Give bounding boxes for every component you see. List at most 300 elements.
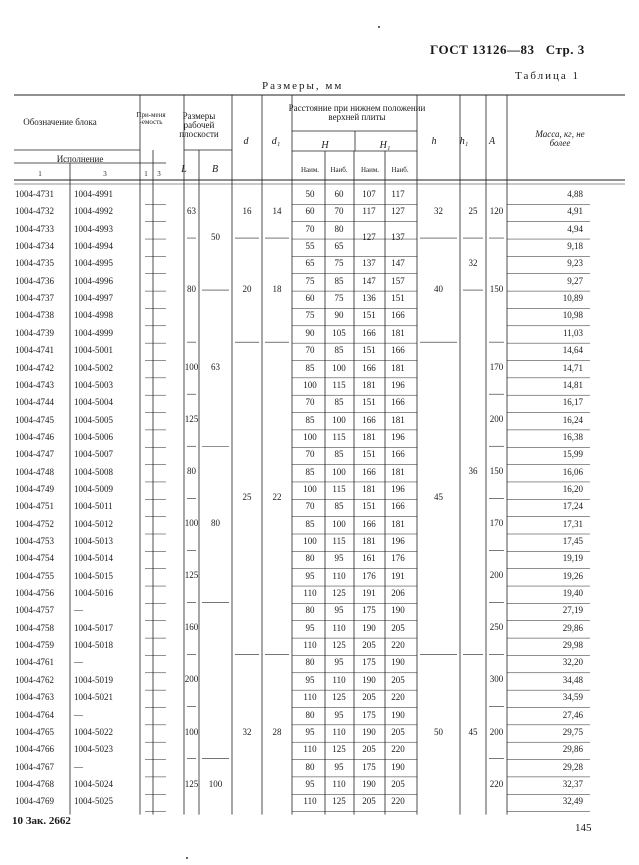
cell-execution-3: 1004-5013 [74,536,113,546]
col-h: h [431,136,437,147]
col-H: H [321,140,329,151]
dimensions-caption: Размеры, мм [262,80,344,92]
cell-H-max: 75 [334,293,344,304]
cell-H1-max: 181 [391,414,405,425]
cell-execution-1: 1004-4751 [15,501,54,512]
cell-H-min: 85 [305,362,315,373]
cell-H1-min: 205 [362,640,376,651]
cell-H-max: 100 [332,466,346,477]
merged-L: 125 [184,778,199,789]
cell-mass: 10,89 [562,293,583,304]
cell-mass: 29,86 [562,744,583,755]
cell-execution-3: — [74,605,83,616]
cell-execution-3: 1004-5002 [74,362,113,373]
cell-execution-1: 1004-4765 [15,726,54,737]
cell-H1-max: 220 [391,692,405,703]
cell-H-min: 65 [305,258,315,269]
merged-A: 170 [489,518,504,529]
cell-H1-min: 136 [362,293,376,304]
cell-execution-3: 1004-5018 [74,640,113,651]
cell-mass: 4,88 [567,189,583,199]
cell-H-max: 125 [332,796,346,807]
col-H-max: Наиб. [330,166,348,174]
footer-order: 10 Зак. 2662 [12,815,71,827]
cell-H1-max: 181 [391,362,405,373]
cell-H1-max: 166 [391,449,405,460]
cell-H1-max: 166 [391,397,405,408]
cell-H-min: 110 [303,692,317,703]
cell-H1-max: 220 [391,640,405,651]
merged-L: 125 [184,570,199,581]
cell-H1-max: 220 [391,796,405,807]
cell-H-min: 70 [305,345,315,356]
cell-H-min: 55 [305,241,315,252]
cell-execution-1: 1004-4739 [15,327,54,338]
merged-L: 160 [184,622,199,633]
cell-H1-min: 181 [362,536,376,546]
cell-execution-3: 1004-5024 [74,778,113,789]
cell-mass: 27,46 [562,709,583,720]
cell-H1-min: 181 [362,483,376,494]
cell-H1-max: 196 [391,431,405,442]
cell-mass: 32,49 [562,796,583,807]
cell-H-min: 80 [305,761,315,772]
merged-h: 40 [434,284,443,295]
speck [186,857,188,859]
table-caption: Таблица 1 [515,70,581,82]
cell-execution-1: 1004-4757 [15,605,54,616]
merged-d1: 18 [272,284,282,295]
col-v1: 1 [38,170,42,178]
cell-H-max: 90 [334,310,344,321]
merged-A: 250 [489,622,504,633]
cell-mass: 17,31 [562,518,583,529]
merged-L: 80 [187,284,196,295]
cell-H1-max: 205 [391,674,405,685]
cell-H-min: 95 [305,778,315,789]
cell-H1-min: 181 [362,431,376,442]
merged-B: 50 [211,232,220,243]
cell-H-min: 80 [305,553,315,564]
cell-execution-3: 1004-5007 [74,449,113,460]
col-H1-min: Наим. [360,166,380,174]
merged-L: 63 [187,206,196,217]
cell-H1-min: 151 [362,501,376,512]
cell-H-min: 70 [305,449,315,460]
cell-H1-min: 181 [362,379,376,390]
cell-H-min: 60 [305,206,315,217]
merged-d: 20 [242,284,252,295]
cell-H1-max: 190 [391,709,405,720]
cell-H1-min: 117 [362,206,376,217]
cell-H1-max: 166 [391,345,405,356]
cell-H1-max: 191 [391,570,405,581]
cell-execution-1: 1004-4749 [15,483,54,494]
cell-H-max: 95 [334,761,344,772]
cell-H-max: 110 [332,778,346,789]
cell-execution-1: 1004-4748 [15,466,54,477]
cell-execution-1: 1004-4753 [15,536,54,546]
col-mass: Масса, кг, не более [535,129,585,148]
cell-H1-max: 220 [391,744,405,755]
cell-H-min: 80 [305,605,315,616]
cell-H-min: 100 [303,431,317,442]
cell-execution-1: 1004-4743 [15,379,54,390]
cell-execution-3: 1004-5006 [74,431,113,442]
cell-H1-min: 190 [362,622,376,633]
cell-H1-max: 205 [391,778,405,789]
cell-execution-1: 1004-4752 [15,518,54,529]
cell-execution-1: 1004-4755 [15,570,54,581]
cell-H-min: 110 [303,640,317,651]
cell-mass: 16,24 [562,414,583,425]
cell-execution-1: 1004-4731 [15,189,54,199]
cell-H1-min: 191 [362,588,376,599]
merged-A: 200 [489,570,504,581]
col-d: d [243,136,249,147]
cell-H-max: 125 [332,744,346,755]
cell-execution-1: 1004-4735 [15,258,54,269]
cell-mass: 32,20 [562,657,583,668]
cell-H-max: 65 [334,241,344,252]
cell-execution-3: 1004-5014 [74,553,113,564]
cell-H1-min: 175 [362,657,376,668]
col-d1: d₁ [271,136,281,147]
cell-mass: 9,18 [567,241,583,252]
cell-H-min: 95 [305,726,315,737]
cell-H1-min: 151 [362,310,376,321]
cell-mass: 16,17 [562,397,583,408]
cell-H1-max: 147 [391,258,405,269]
cell-H1-min: 151 [362,397,376,408]
cell-H1-min: 175 [362,709,376,720]
cell-execution-3: 1004-4995 [74,258,113,269]
cell-H-min: 95 [305,622,315,633]
merged-d1: 14 [272,206,282,217]
cell-execution-3: 1004-4999 [74,327,113,338]
cell-execution-1: 1004-4766 [15,744,54,755]
cell-H1-max: 205 [391,726,405,737]
cell-execution-3: 1004-5017 [74,622,113,633]
cell-H-max: 60 [334,189,344,199]
cell-execution-1: 1004-4738 [15,310,54,321]
merged-L: 125 [184,414,199,425]
cell-mass: 29,86 [562,622,583,633]
cell-H-max: 95 [334,657,344,668]
cell-H1-min: 161 [362,553,376,564]
merged-h1: 36 [468,466,478,477]
cell-H-max: 85 [334,345,344,356]
cell-execution-1: 1004-4732 [15,206,54,217]
cell-execution-3: 1004-4997 [74,293,113,304]
cell-execution-3: 1004-4991 [74,189,113,199]
merged-h: 50 [434,726,443,737]
cell-H-min: 90 [305,327,315,338]
cell-execution-1: 1004-4767 [15,761,54,772]
cell-mass: 9,27 [567,275,583,286]
cell-H-max: 110 [332,570,346,581]
cell-H1-min: 137 [362,258,376,269]
cell-execution-3: 1004-5019 [74,674,113,685]
cell-execution-1: 1004-4741 [15,345,54,356]
cell-H1-min: 176 [362,570,376,581]
merged-A: 200 [489,726,504,737]
cell-H1-max: 206 [391,588,405,599]
cell-H-min: 70 [305,501,315,512]
cell-mass: 19,26 [562,570,583,581]
merged-h: 45 [434,492,443,503]
cell-mass: 32,37 [562,778,583,789]
cell-H-min: 100 [303,379,317,390]
cell-execution-3: 1004-5023 [74,744,113,755]
cell-H1-min: 166 [362,414,376,425]
cell-execution-3: 1004-4998 [74,310,113,321]
cell-H1-min: 166 [362,466,376,477]
cell-H-max: 115 [332,536,346,546]
cell-H1-min: 190 [362,778,376,789]
cell-H-min: 100 [303,536,317,546]
cell-mass: 19,40 [562,588,583,599]
cell-mass: 29,28 [562,761,583,772]
merged-H1-min: 127 [362,232,376,243]
cell-execution-3: 1004-5012 [74,518,113,529]
cell-mass: 16,38 [562,431,583,442]
cell-H-max: 100 [332,518,346,529]
merged-d: 32 [242,726,252,737]
page-label: Стр. 3 [545,42,585,57]
cell-execution-1: 1004-4733 [15,223,54,234]
cell-H-max: 110 [332,622,346,633]
col-a3: 3 [157,170,161,178]
col-work-surface: Размеры рабочей плоскости [179,111,219,139]
cell-mass: 29,98 [562,640,583,651]
cell-H-min: 75 [305,275,315,286]
cell-execution-1: 1004-4768 [15,778,54,789]
col-B: B [211,164,219,175]
cell-H1-min: 205 [362,796,376,807]
cell-mass: 19,19 [562,553,583,564]
cell-execution-1: 1004-4769 [15,796,54,807]
cell-execution-1: 1004-4744 [15,397,54,408]
cell-H-max: 110 [332,726,346,737]
col-H-min: Наим. [300,166,320,174]
cell-execution-3: — [74,657,83,668]
col-a1: 1 [144,170,148,178]
merged-h: 32 [434,206,443,217]
cell-execution-3: — [74,761,83,772]
cell-H-min: 60 [305,293,315,304]
cell-H-max: 70 [334,206,344,217]
cell-H1-max: 196 [391,483,405,494]
cell-execution-3: 1004-4994 [74,241,113,252]
merged-L: 200 [184,674,199,685]
cell-H1-max: 205 [391,622,405,633]
merged-A: 150 [489,466,504,477]
col-distance: Расстояние при нижнем положении верхней плиты [288,103,426,122]
cell-mass: 4,91 [567,206,583,217]
cell-H-min: 80 [305,709,315,720]
cell-H-min: 110 [303,796,317,807]
cell-H-min: 95 [305,570,315,581]
merged-L: 80 [187,466,196,477]
cell-H-min: 50 [305,189,315,199]
merged-h1: 25 [468,206,478,217]
cell-H1-min: 166 [362,518,376,529]
cell-H-min: 100 [303,483,317,494]
cell-execution-1: 1004-4756 [15,588,54,599]
cell-H-min: 110 [303,588,317,599]
cell-mass: 11,03 [563,327,583,338]
cell-H-max: 115 [332,431,346,442]
col-A: A [488,136,496,147]
cell-H1-max: 181 [391,466,405,477]
cell-H1-max: 176 [391,553,405,564]
cell-H-max: 95 [334,709,344,720]
gost-title: ГОСТ 13126—83 [430,42,535,57]
cell-execution-1: 1004-4747 [15,449,54,460]
cell-execution-3: 1004-4996 [74,275,113,286]
col-h1: h₁ [459,136,469,147]
cell-H-max: 115 [332,379,346,390]
cell-H-max: 125 [332,692,346,703]
col-variant: Исполнение [56,154,104,164]
cell-H-min: 80 [305,657,315,668]
cell-H-max: 105 [332,327,346,338]
cell-mass: 27,19 [562,605,583,616]
cell-H-max: 85 [334,501,344,512]
cell-mass: 10,98 [562,310,583,321]
cell-H1-min: 205 [362,692,376,703]
cell-mass: 16,20 [562,483,583,494]
cell-mass: 17,45 [562,536,583,546]
cell-execution-3: 1004-4993 [74,223,113,234]
cell-mass: 34,59 [562,692,583,703]
cell-H1-max: 196 [391,379,405,390]
cell-mass: 29,75 [562,726,583,737]
cell-execution-3: 1004-5003 [74,379,113,390]
merged-B: 63 [211,362,220,373]
cell-H1-min: 190 [362,726,376,737]
merged-h1: 45 [468,726,478,737]
cell-H-max: 85 [334,397,344,408]
cell-H1-max: 166 [391,310,405,321]
cell-H-max: 75 [334,258,344,269]
cell-H1-min: 175 [362,761,376,772]
cell-execution-1: 1004-4746 [15,431,54,442]
cell-H-max: 95 [334,553,344,564]
merged-d1: 28 [272,726,282,737]
merged-B: 80 [211,518,220,529]
cell-mass: 9,23 [567,258,583,269]
cell-mass: 14,81 [562,379,583,390]
col-H1: H₁ [379,140,391,151]
cell-H1-max: 117 [391,189,405,199]
cell-mass: 15,99 [562,449,583,460]
cell-H-max: 80 [334,223,344,234]
col-designation: Обозначение блока [23,117,97,127]
cell-mass: 14,71 [562,362,583,373]
merged-L: 100 [184,362,199,373]
cell-H-max: 115 [332,483,346,494]
cell-H-max: 85 [334,275,344,286]
cell-H-min: 85 [305,518,315,529]
page-number: 145 [575,822,592,834]
cell-execution-1: 1004-4734 [15,241,54,252]
cell-H-min: 85 [305,414,315,425]
col-applicability: При-меня-емость [136,111,166,126]
cell-execution-1: 1004-4761 [15,657,54,668]
cell-H-min: 70 [305,397,315,408]
cell-H1-min: 147 [362,275,376,286]
merged-A: 170 [489,362,504,373]
merged-L: 100 [184,726,199,737]
cell-mass: 17,24 [562,501,583,512]
cell-execution-3: 1004-5001 [74,345,113,356]
cell-H-max: 110 [332,674,346,685]
cell-H-min: 85 [305,466,315,477]
col-v3: 3 [103,170,107,178]
cell-H1-min: 107 [362,189,376,199]
cell-H1-max: 181 [391,327,405,338]
cell-H1-min: 151 [362,449,376,460]
cell-execution-1: 1004-4763 [15,692,54,703]
cell-execution-3: 1004-5009 [74,483,113,494]
cell-H1-max: 181 [391,518,405,529]
cell-execution-3: 1004-5022 [74,726,113,737]
cell-H1-max: 190 [391,605,405,616]
cell-execution-1: 1004-4758 [15,622,54,633]
cell-H1-max: 151 [391,293,405,304]
cell-execution-3: 1004-5021 [74,692,113,703]
cell-H-min: 95 [305,674,315,685]
merged-B: 100 [208,778,223,789]
cell-execution-1: 1004-4762 [15,674,54,685]
cell-execution-3: 1004-4992 [74,206,113,217]
merged-d1: 22 [272,492,282,503]
merged-A: 300 [489,674,504,685]
cell-execution-1: 1004-4764 [15,709,54,720]
cell-H1-max: 166 [391,501,405,512]
cell-H-max: 95 [334,605,344,616]
col-L: L [181,164,187,175]
cell-H1-max: 157 [391,275,405,286]
cell-execution-3: 1004-5005 [74,414,113,425]
cell-H-min: 110 [303,744,317,755]
cell-mass: 16,06 [562,466,583,477]
cell-H-max: 125 [332,640,346,651]
cell-H1-min: 190 [362,674,376,685]
merged-A: 200 [489,414,504,425]
cell-H-max: 100 [332,414,346,425]
cell-H-min: 70 [305,223,315,234]
merged-d: 16 [242,206,252,217]
cell-execution-1: 1004-4742 [15,362,54,373]
merged-h1: 32 [468,258,478,269]
cell-execution-1: 1004-4745 [15,414,54,425]
cell-mass: 4,94 [567,223,583,234]
cell-H-min: 75 [305,310,315,321]
cell-mass: 14,64 [562,345,583,356]
merged-d: 25 [242,492,252,503]
cell-execution-3: 1004-5008 [74,466,113,477]
cell-execution-1: 1004-4736 [15,275,54,286]
merged-A: 150 [489,284,504,295]
cell-execution-3: 1004-5011 [74,501,113,512]
speck [378,26,380,28]
cell-execution-1: 1004-4759 [15,640,54,651]
merged-L: 100 [184,518,199,529]
cell-execution-3: 1004-5016 [74,588,113,599]
